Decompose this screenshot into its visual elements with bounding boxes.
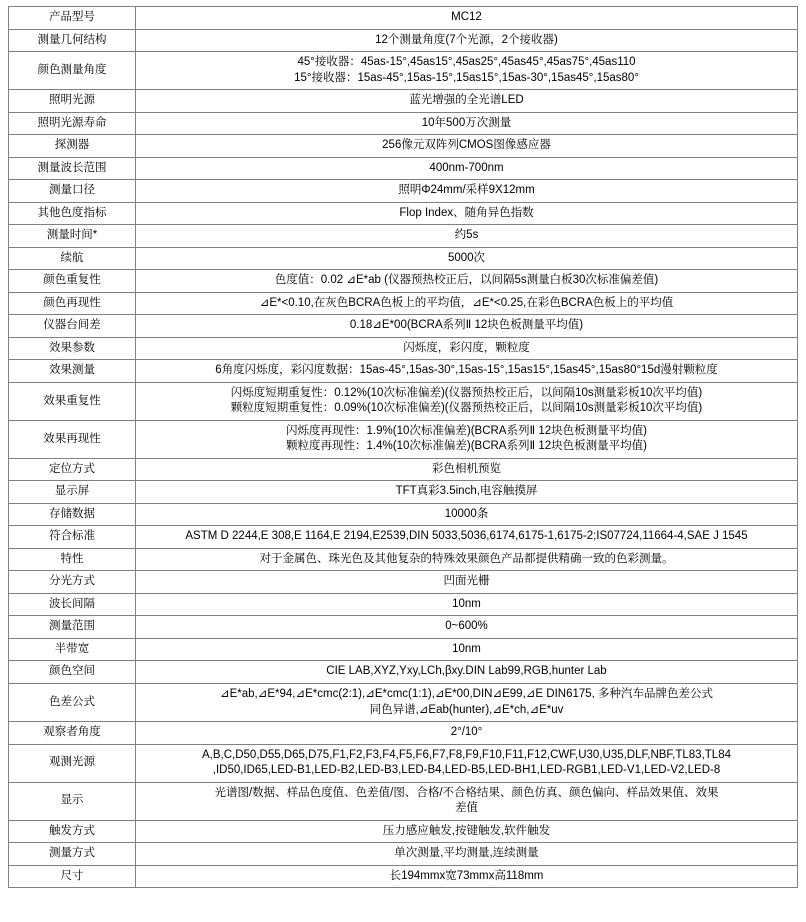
spec-label: 效果再现性 (9, 420, 136, 458)
table-row (9, 481, 798, 504)
spec-label: 颜色重复性 (9, 270, 136, 293)
table-row (9, 683, 798, 721)
spec-value (136, 180, 798, 203)
spec-value-line: 闪烁度，彩闪度，颗粒度 (403, 341, 530, 354)
spec-value-line: 6角度闪烁度，彩闪度数据：15as-45°,15as-30°,15as-15°,15as15°,15as45°,15as80°15d漫射颗粒度 (215, 364, 718, 377)
spec-value (136, 52, 798, 90)
spec-value (136, 593, 798, 616)
table-row (9, 157, 798, 180)
spec-value-line: 10nm (452, 597, 481, 610)
spec-label: 仪器台间差 (9, 315, 136, 338)
spec-value (136, 661, 798, 684)
table-row (9, 458, 798, 481)
specification-table (8, 6, 798, 888)
table-row (9, 526, 798, 549)
spec-value-line: ,ID50,ID65,LED-B1,LED-B2,LED-B3,LED-B4,LED-B5,LED-BH1,LED-RGB1,LED-V1,LED-V2,LED-8 (212, 764, 721, 777)
spec-value (136, 744, 798, 782)
table-row (9, 722, 798, 745)
spec-value (136, 503, 798, 526)
table-row (9, 548, 798, 571)
spec-label: 测量范围 (9, 616, 136, 639)
spec-value (136, 526, 798, 549)
spec-label: 显示屏 (9, 481, 136, 504)
spec-value (136, 571, 798, 594)
spec-label: 测量波长范围 (9, 157, 136, 180)
table-row (9, 782, 798, 820)
spec-label: 显示 (9, 782, 136, 820)
spec-value-line: 蓝光增强的全光谱LED (409, 94, 524, 107)
table-row (9, 29, 798, 52)
spec-value (136, 315, 798, 338)
table-row (9, 843, 798, 866)
spec-label: 半带宽 (9, 638, 136, 661)
spec-value (136, 270, 798, 293)
table-row (9, 135, 798, 158)
spec-value-line: 0.18⊿E*00(BCRA系列Ⅱ 12块色板测量平均值) (349, 319, 584, 332)
spec-value-line: ASTM D 2244,E 308,E 1164,E 2194,E2539,DIN 5033,5036,6174,6175-1,6175-2;IS07724,11664-4,SAE J 1545 (185, 530, 748, 543)
spec-table-body (9, 7, 798, 888)
spec-value-line: 15°接收器：15as-45°,15as-15°,15as15°,15as-30°,15as45°,15as80° (294, 71, 639, 84)
spec-label: 产品型号 (9, 7, 136, 30)
spec-label: 观测光源 (9, 744, 136, 782)
spec-value-line: ⊿E*ab,⊿E*94,⊿E*cmc(2:1),⊿E*cmc(1:1),⊿E*00,DIN⊿E99,⊿E DIN6175, 多种汽车品牌色差公式 (219, 687, 714, 700)
spec-value (136, 29, 798, 52)
spec-value-line: 对于金属色、珠光色及其他复杂的特殊效果颜色产品都提供精确一致的色彩测量。 (259, 552, 674, 565)
spec-value (136, 382, 798, 420)
table-row (9, 638, 798, 661)
spec-value (136, 458, 798, 481)
table-row (9, 661, 798, 684)
table-row (9, 315, 798, 338)
table-row (9, 270, 798, 293)
spec-value-line: 约5s (454, 229, 479, 242)
spec-value-line: 单次测量,平均测量,连续测量 (394, 847, 539, 860)
table-row (9, 112, 798, 135)
table-row (9, 616, 798, 639)
table-row (9, 225, 798, 248)
spec-value-line: 5000次 (447, 251, 486, 264)
spec-value (136, 7, 798, 30)
spec-value-line: 45°接收器：45as-15°,45as15°,45as25°,45as45°,45as75°,45as110 (297, 56, 636, 69)
table-row (9, 202, 798, 225)
spec-label: 探测器 (9, 135, 136, 158)
spec-value (136, 135, 798, 158)
spec-value-line: 光谱图/数据、样品色度值、色差值/图、合格/不合格结果、颜色仿真、颜色偏向、样品效果值、效果 (214, 786, 719, 799)
spec-label: 颜色测量角度 (9, 52, 136, 90)
spec-label: 触发方式 (9, 820, 136, 843)
spec-value-line: 闪烁度再现性：1.9%(10次标准偏差)(BCRA系列Ⅱ 12块色板测量平均值) (286, 424, 647, 437)
table-row (9, 820, 798, 843)
spec-value-line: 彩色相机预览 (432, 462, 501, 475)
spec-value (136, 247, 798, 270)
spec-value-line: 12个测量角度(7个光源，2个接收器) (375, 33, 558, 46)
spec-value (136, 548, 798, 571)
spec-label: 色差公式 (9, 683, 136, 721)
table-row (9, 360, 798, 383)
spec-value-line: 10nm (452, 642, 481, 655)
spec-value-line: Flop Index、随角异色指数 (399, 206, 534, 219)
spec-value (136, 722, 798, 745)
spec-label: 分光方式 (9, 571, 136, 594)
spec-value-line: 0~600% (445, 620, 488, 633)
spec-value (136, 481, 798, 504)
spec-label: 照明光源寿命 (9, 112, 136, 135)
spec-label: 效果测量 (9, 360, 136, 383)
spec-value-line: TFT真彩3.5inch,电容触摸屏 (395, 485, 538, 498)
spec-value (136, 360, 798, 383)
spec-value-line: ⊿E*<0.10,在灰色BCRA色板上的平均值，⊿E*<0.25,在彩色BCRA色板上的平均值 (259, 296, 674, 309)
spec-value (136, 782, 798, 820)
spec-value (136, 843, 798, 866)
spec-value-line: 10年500万次测量 (421, 116, 512, 129)
spec-label: 定位方式 (9, 458, 136, 481)
table-row (9, 7, 798, 30)
spec-label: 存储数据 (9, 503, 136, 526)
spec-value-line: 256像元双阵列CMOS图像感应器 (382, 139, 551, 152)
table-row (9, 382, 798, 420)
spec-value-line: 2°/10° (450, 726, 483, 739)
spec-value (136, 683, 798, 721)
spec-value (136, 225, 798, 248)
spec-value (136, 112, 798, 135)
spec-label: 效果重复性 (9, 382, 136, 420)
table-row (9, 292, 798, 315)
table-row (9, 593, 798, 616)
table-row (9, 337, 798, 360)
spec-label: 续航 (9, 247, 136, 270)
spec-value-line: 凹面光栅 (443, 575, 490, 588)
spec-label: 测量口径 (9, 180, 136, 203)
spec-value (136, 420, 798, 458)
spec-value-line: 颗粒度再现性：1.4%(10次标准偏差)(BCRA系列Ⅱ 12块色板测量平均值) (286, 440, 647, 453)
spec-label: 其他色度指标 (9, 202, 136, 225)
spec-label: 观察者角度 (9, 722, 136, 745)
spec-value (136, 638, 798, 661)
spec-value (136, 616, 798, 639)
spec-value-line: 颗粒度短期重复性：0.09%(10次标准偏差)(仪器预热校正后，以间隔10s测量彩板10次平均值) (230, 402, 703, 415)
spec-value (136, 292, 798, 315)
table-row (9, 503, 798, 526)
spec-label: 颜色空间 (9, 661, 136, 684)
table-row (9, 420, 798, 458)
spec-value (136, 157, 798, 180)
spec-label: 波长间隔 (9, 593, 136, 616)
spec-label: 测量方式 (9, 843, 136, 866)
spec-value-line: 长194mmx宽73mmx高118mm (389, 869, 544, 882)
spec-label: 特性 (9, 548, 136, 571)
spec-label: 符合标准 (9, 526, 136, 549)
table-row (9, 90, 798, 113)
spec-value-line: 400nm-700nm (429, 161, 504, 174)
spec-value-line: 同色异谱,⊿Eab(hunter),⊿E*ch,⊿E*uv (369, 703, 564, 716)
table-row (9, 744, 798, 782)
spec-value-line: 闪烁度短期重复性：0.12%(10次标准偏差)(仪器预热校正后，以间隔10s测量彩板10次平均值) (230, 386, 703, 399)
spec-label: 尺寸 (9, 865, 136, 888)
spec-label: 测量时间* (9, 225, 136, 248)
table-row (9, 180, 798, 203)
table-row (9, 52, 798, 90)
table-row (9, 247, 798, 270)
spec-label: 照明光源 (9, 90, 136, 113)
spec-value (136, 865, 798, 888)
table-row (9, 571, 798, 594)
spec-value (136, 202, 798, 225)
spec-label: 效果参数 (9, 337, 136, 360)
spec-label: 测量几何结构 (9, 29, 136, 52)
spec-label: 颜色再现性 (9, 292, 136, 315)
spec-value-line: A,B,C,D50,D55,D65,D75,F1,F2,F3,F4,F5,F6,F7,F8,F9,F10,F11,F12,CWF,U30,U35,DLF,NBF,TL83,TL84 (202, 748, 731, 761)
spec-value-line: CIE LAB,XYZ,Yxy,LCh,βxy.DIN Lab99,RGB,hunter Lab (326, 665, 607, 678)
spec-value (136, 337, 798, 360)
spec-value-line: 色度值：0.02 ⊿E*ab (仪器预热校正后，以间隔5s测量白板30次标准偏差值) (274, 274, 659, 287)
spec-value-line: 压力感应触发,按键触发,软件触发 (382, 824, 551, 837)
spec-value-line: MC12 (451, 11, 482, 23)
spec-value-line: 照明Φ24mm/采样9X12mm (398, 184, 535, 197)
spec-value-line: 差值 (455, 802, 478, 815)
spec-value (136, 90, 798, 113)
table-row (9, 865, 798, 888)
spec-value-line: 10000条 (444, 507, 489, 520)
spec-value (136, 820, 798, 843)
